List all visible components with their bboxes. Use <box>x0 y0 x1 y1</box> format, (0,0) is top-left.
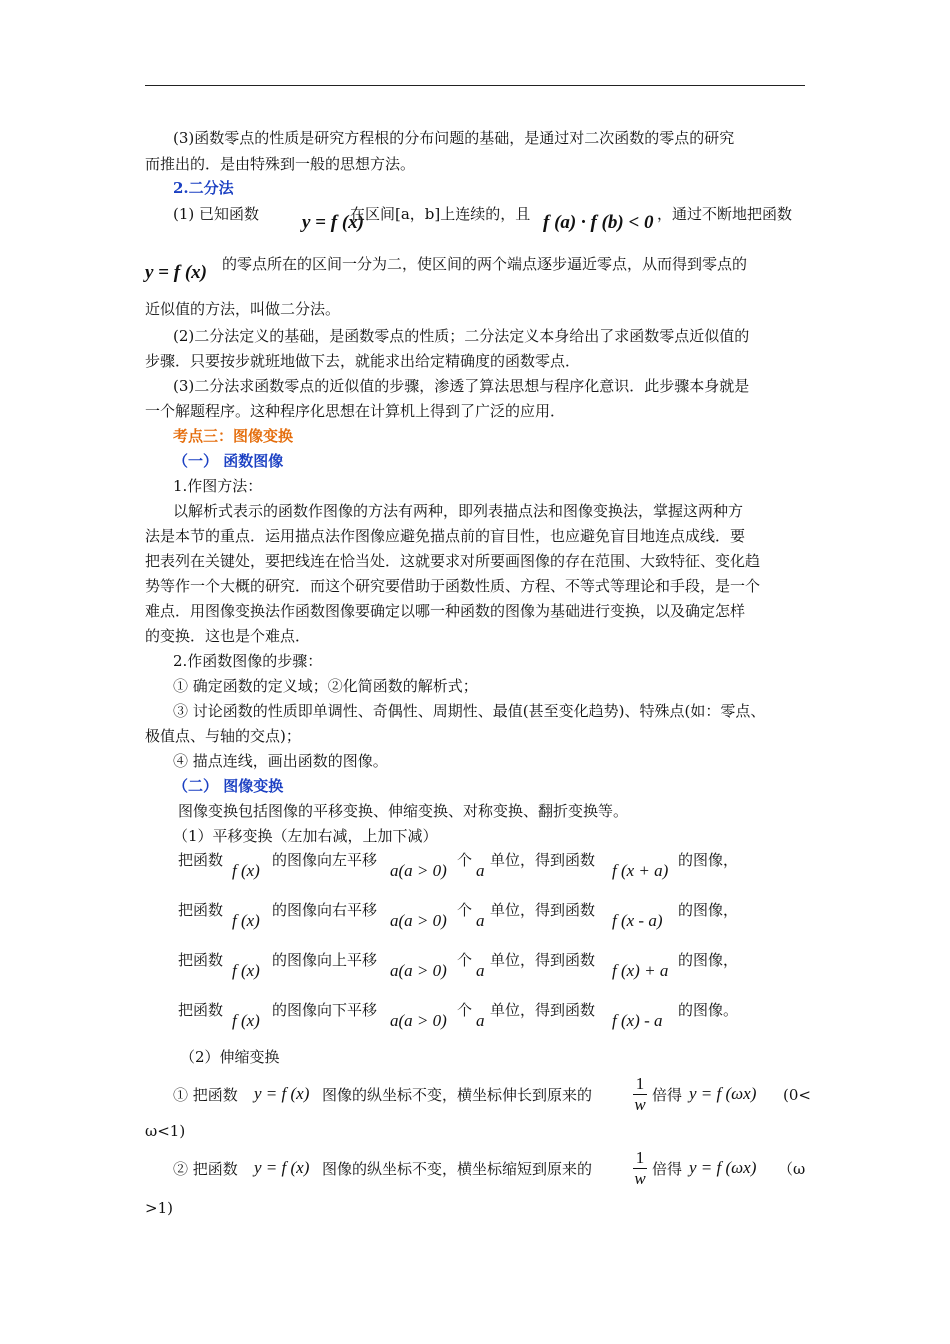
shift-text-1: 把函数 <box>178 951 224 969</box>
shift-text-3: 个 <box>457 851 473 869</box>
step-line-4: ④ 描点连线，画出函数的图像。 <box>173 752 388 770</box>
stretch-tail: (0< <box>783 1086 811 1104</box>
math-y-equals-fx: y = f (x) <box>302 212 364 233</box>
shift-text-5: 的图像， <box>678 901 739 919</box>
shift-result: f (x + a) <box>612 861 669 880</box>
bisection-p1-a: (1) 已知函数 <box>173 205 260 223</box>
stretch-title: （2）伸缩变换 <box>180 1048 280 1066</box>
shift-text-5: 的图像。 <box>678 1001 739 1019</box>
bisection-p2-line-1: (2)二分法定义的基础，是函数零点的性质；二分法定义本身给出了求函数零点近似值的 <box>173 327 750 345</box>
method-line-1: 以解析式表示的函数作图像的方法有两种，即列表描点法和图像变换法，掌握这两种方 <box>173 502 744 520</box>
stretch-mid: 图像的纵坐标不变，横坐标缩短到原来的 <box>322 1160 593 1178</box>
method-line-6: 的变换．这也是个难点． <box>145 627 311 645</box>
method-line-3: 把表列在关键处，要把线连在恰当处．这就要求对所要画图像的存在范围、大致特征、变化趋 <box>145 552 761 570</box>
shift-text-3: 个 <box>457 951 473 969</box>
shift-fx: f (x) <box>232 911 260 930</box>
stretch-after: 倍得 <box>652 1086 683 1104</box>
shift-text-2: 的图像向上平移 <box>272 951 378 969</box>
topic3-heading: 考点三：图像变换 <box>173 427 294 445</box>
shift-result: f (x) + a <box>612 961 669 980</box>
shift-cond: a(a > 0) <box>390 911 447 930</box>
stretch-y-fx: y = f (x) <box>254 1158 310 1177</box>
stretch-after: 倍得 <box>652 1160 683 1178</box>
shift-text-4: 单位，得到函数 <box>490 901 596 919</box>
bisection-p3-line-1: (3)二分法求函数零点的近似值的步骤，渗透了算法思想与程序化意识．此步骤本身就是 <box>173 377 750 395</box>
fraction-numerator: 1 <box>635 1074 645 1093</box>
stretch-y-f-omega-x: y = f (ωx) <box>689 1084 757 1103</box>
stretch-pre: ① 把函数 <box>173 1086 238 1104</box>
shift-text-4: 单位，得到函数 <box>490 1001 596 1019</box>
shift-a: a <box>476 1011 485 1030</box>
step-line-2: ③ 讨论函数的性质即单调性、奇偶性、周期性、最值(甚至变化趋势)、特殊点(如：零点、 <box>173 702 766 720</box>
function-graph-subheading: （一） 函数图像 <box>173 452 284 470</box>
math-y-equals-fx-2: y = f (x) <box>145 262 207 283</box>
fraction-denominator: w <box>634 1169 646 1188</box>
transform-intro: 图像变换包括图像的平移变换、伸缩变换、对称变换、翻折变换等。 <box>178 802 629 820</box>
zero-property-line-1: (3)函数零点的性质是研究方程根的分布问题的基础，是通过对二次函数的零点的研究 <box>173 129 735 147</box>
method-line-5: 难点．用图像变换法作函数图像要确定以哪一种函数的图像为基础进行变换，以及确定怎样 <box>145 602 746 620</box>
math-fa-fb-condition: f (a) · f (b) < 0 <box>543 212 654 233</box>
fraction-one-over-w <box>633 1149 647 1188</box>
steps-title: 2.作函数图像的步骤： <box>173 652 323 670</box>
shift-text-4: 单位，得到函数 <box>490 951 596 969</box>
stretch-tail: （ω <box>778 1160 806 1178</box>
shift-text-3: 个 <box>457 901 473 919</box>
fraction-numerator: 1 <box>635 1148 645 1167</box>
bisection-p1-b: 在区间[a，b]上连续的，且 <box>350 205 531 223</box>
method-title: 1.作图方法： <box>173 477 263 495</box>
stretch-y-f-omega-x: y = f (ωx) <box>689 1158 757 1177</box>
stretch-y-fx: y = f (x) <box>254 1084 310 1103</box>
method-line-2: 法是本节的重点．运用描点法作图像应避免描点前的盲目性，也应避免盲目地连点成线．要 <box>145 527 746 545</box>
shift-text-4: 单位，得到函数 <box>490 851 596 869</box>
shift-result: f (x) - a <box>612 1011 663 1030</box>
shift-fx: f (x) <box>232 1011 260 1030</box>
bisection-p3-line-2: 一个解题程序。这种程序化思想在计算机上得到了广泛的应用． <box>145 402 566 420</box>
shift-text-2: 的图像向右平移 <box>272 901 378 919</box>
shift-text-2: 的图像向下平移 <box>272 1001 378 1019</box>
fraction-one-over-w <box>633 1075 647 1114</box>
stretch-wrap: ω<1) <box>145 1122 186 1140</box>
zero-property-line-2: 而推出的．是由特殊到一般的思想方法。 <box>145 155 416 173</box>
shift-cond: a(a > 0) <box>390 1011 447 1030</box>
transform-subheading: （二） 图像变换 <box>173 777 284 795</box>
step-line-1: ① 确定函数的定义域；②化简函数的解析式； <box>173 677 478 695</box>
shift-fx: f (x) <box>232 961 260 980</box>
step-line-3: 极值点、与轴的交点)； <box>145 727 301 745</box>
shift-text-5: 的图像， <box>678 951 739 969</box>
shift-text-3: 个 <box>457 1001 473 1019</box>
shift-a: a <box>476 861 485 880</box>
method-line-4: 势等作一个大概的研究．而这个研究要借助于函数性质、方程、不等式等理论和手段，是一个 <box>145 577 761 595</box>
bisection-heading: 2.二分法 <box>173 179 234 197</box>
translate-title: （1）平移变换（左加右减，上加下减） <box>173 827 438 845</box>
shift-text-1: 把函数 <box>178 1001 224 1019</box>
stretch-mid: 图像的纵坐标不变，横坐标伸长到原来的 <box>322 1086 593 1104</box>
bisection-p1-c: ，通过不断地把函数 <box>657 205 793 223</box>
shift-fx: f (x) <box>232 861 260 880</box>
shift-cond: a(a > 0) <box>390 861 447 880</box>
shift-result: f (x - a) <box>612 911 663 930</box>
shift-a: a <box>476 911 485 930</box>
fraction-denominator: w <box>634 1095 646 1114</box>
shift-text-2: 的图像向左平移 <box>272 851 378 869</box>
stretch-pre: ② 把函数 <box>173 1160 238 1178</box>
bisection-p2-line-2: 步骤．只要按步就班地做下去，就能求出给定精确度的函数零点． <box>145 352 581 370</box>
shift-a: a <box>476 961 485 980</box>
stretch-wrap: >1) <box>145 1199 173 1217</box>
bisection-p1-e: 近似值的方法，叫做二分法。 <box>145 300 341 318</box>
shift-cond: a(a > 0) <box>390 961 447 980</box>
bisection-p1-d: 的零点所在的区间一分为二，使区间的两个端点逐步逼近零点，从而得到零点的 <box>222 255 748 273</box>
shift-text-5: 的图像， <box>678 851 739 869</box>
shift-text-1: 把函数 <box>178 901 224 919</box>
shift-text-1: 把函数 <box>178 851 224 869</box>
header-rule <box>145 85 805 86</box>
